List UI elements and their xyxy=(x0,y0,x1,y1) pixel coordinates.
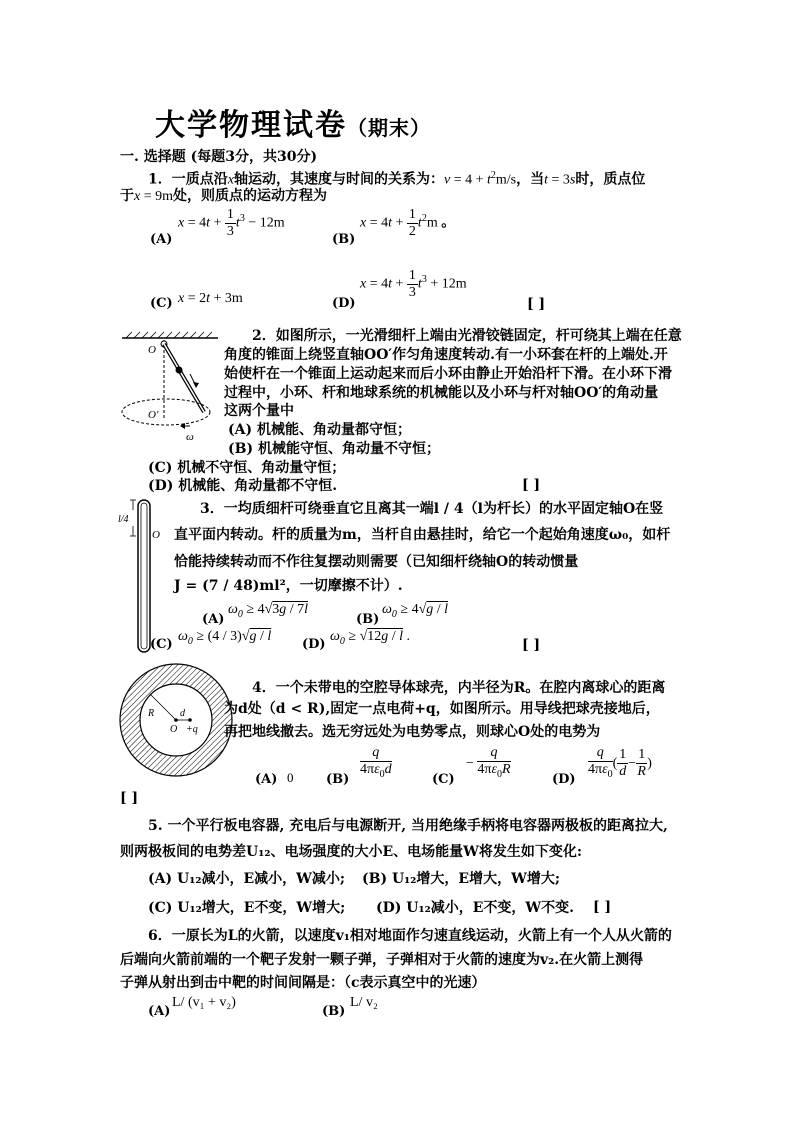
q3-option-c-formula: $\omega_0 \ge (4 / 3)√g / l$ xyxy=(178,629,272,647)
q4-label-r: R xyxy=(148,708,155,719)
q4-label-d: d xyxy=(180,708,185,719)
q6-option-b-formula: L/ v₂ xyxy=(350,995,378,1010)
q3-option-b-formula: $\omega_0 \ge 4√g / l$ xyxy=(382,602,449,620)
q3-line1: 3．一均质细杆可绕垂直它且离其一端l / 4（l为杆长）的水平固定轴O在竖 xyxy=(200,501,664,517)
q6-option-b-label[interactable]: (B) xyxy=(322,1004,346,1019)
q1-option-a-formula: x = 4t + $\frac{1}{3}$ $t^3 - 12m$ xyxy=(178,207,285,239)
q2-line4: 过程中，小环、杆和地球系统的机械能以及小环与杆对轴OO′的角动量 xyxy=(224,385,659,401)
q1-option-a-label[interactable]: (A) xyxy=(150,232,173,247)
q2-line5: 这两个量中 xyxy=(224,403,294,419)
q6-option-a-formula: L/ (v₁ + v₂) xyxy=(172,995,236,1010)
q6-line2: 后端向火箭前端的一个靶子发射一颗子弹，子弹相对于火箭的速度为v₂.在火箭上测得 xyxy=(120,952,644,968)
q2-line3: 始使杆在一个锥面上运动起来而后小环由静止开始沿杆下滑。在小环下滑 xyxy=(224,366,672,382)
q1-text: 时，质点位 xyxy=(575,171,646,188)
q3-label-l4: l/4 xyxy=(118,514,129,525)
q1-line1: 1．一质点沿x轴运动，其速度与时间的关系为：$v = 4 + t^2m/s$，当t = 3s时，质点位 xyxy=(148,170,646,188)
exam-title-main: 大学物理试卷 xyxy=(155,108,347,143)
q1-text: 1．一质点沿 xyxy=(148,171,228,188)
q1-option-b-suffix: 。 xyxy=(441,215,456,231)
q2-label-omega: ω xyxy=(186,431,194,442)
q4-option-d-label[interactable]: (D) xyxy=(552,772,576,787)
q3-answer-bracket[interactable]: [ ] xyxy=(522,637,541,653)
q2-option-c[interactable]: (C) 机械不守恒、角动量守恒； xyxy=(148,460,346,476)
q1-option-b-label[interactable]: (B) xyxy=(332,232,356,247)
q3-line3: 恰能持续转动而不作往复摆动则需要（已知细杆绕轴O的转动惯量 xyxy=(174,554,579,570)
q3-option-d-label[interactable]: (D) xyxy=(302,637,326,652)
q4-option-a-value: 0 xyxy=(287,770,294,785)
q3-option-a-formula: $\omega_0 \ge 4√3g / 7l$ xyxy=(228,602,309,620)
q4-option-b-label[interactable]: (B) xyxy=(326,772,350,787)
q5-option-b[interactable]: (B) U₁₂增大，E增大，W增大; xyxy=(362,871,560,887)
q4-option-c-formula: − $\frac{q}{4\pi\varepsilon_0R}$ xyxy=(466,745,511,780)
q1-option-b-formula: x = 4t + $\frac{1}{2}$ $t^2m$ 。 xyxy=(360,207,456,239)
q5-option-c[interactable]: (C) U₁₂增大，E不变，W增大; xyxy=(148,900,346,916)
q4-answer-bracket[interactable]: [ ] xyxy=(120,790,139,806)
q3-line2: 直平面内转动。杆的质量为m，当杆自由悬挂时，给它一个起始角速度ω₀，如杆 xyxy=(174,527,671,543)
q3-option-c-label[interactable]: (C) xyxy=(150,637,173,652)
exam-title xyxy=(155,100,431,144)
q4-label-o: O xyxy=(170,724,178,735)
q4-option-a-label[interactable]: (A) xyxy=(255,772,278,787)
q2-label-o-prime: O′ xyxy=(148,409,159,421)
q3-option-a-label[interactable]: (A) xyxy=(202,612,225,627)
q3-label-o: O xyxy=(152,529,160,541)
q3-line4: J = (7 / 48)ml²，一切摩擦不计）. xyxy=(174,578,403,594)
q1-text: ，当 xyxy=(516,171,545,188)
q3-option-d-formula: $\omega_0 \ge √12g / l$ . xyxy=(330,629,411,647)
q4-line1: 4．一个未带电的空腔导体球壳，内半径为R。在腔内离球心的距离 xyxy=(252,680,666,696)
q4-option-c-label[interactable]: (C) xyxy=(432,772,455,787)
q2-answer-bracket[interactable]: [ ] xyxy=(522,477,541,493)
exam-title-sub: （期末） xyxy=(347,116,431,140)
q5-line1: 5. 一个平行板电容器, 充电后与电源断开, 当用绝缘手柄将电容器两极板的距离拉大, xyxy=(148,818,668,834)
section-heading: 一. 选择题 (每题3分，共30分) xyxy=(120,149,318,165)
q2-line1: 2．如图所示，一光滑细杆上端由光滑铰链固定，杆可绕其上端在任意 xyxy=(252,328,682,344)
q4-label-q: +q xyxy=(186,724,198,735)
q6-line3: 子弹从射出到击中靶的时间间隔是：（c表示真空中的光速） xyxy=(120,975,486,991)
q1-option-c-formula: x = 2t + 3m xyxy=(178,291,243,306)
q5-line2: 则两极板间的电势差U₁₂、电场强度的大小E、电场能量W将发生如下变化: xyxy=(120,844,583,860)
q4-option-b-formula: $\frac{q}{4\pi\varepsilon_0d}$ xyxy=(360,745,392,780)
q5-answer-bracket[interactable]: [ ] xyxy=(593,899,612,915)
q2-label-o: O xyxy=(148,344,156,356)
q2-figure xyxy=(118,330,228,442)
q5-option-a[interactable]: (A) U₁₂减小，E减小，W减小; xyxy=(148,871,346,887)
q1-text: 轴运动，其速度与时间的关系为： xyxy=(233,171,444,188)
q1-text: 处，则质点的运动方程为 xyxy=(173,188,328,204)
q1-option-d-label[interactable]: (D) xyxy=(332,296,356,311)
q4-line3: 再把地线撤去。选无穷远处为电势零点，则球心O处的电势为 xyxy=(224,724,601,740)
q1-line2: 于x = 9m处，则质点的运动方程为 xyxy=(120,188,328,204)
q1-option-c-label[interactable]: (C) xyxy=(150,296,173,311)
q3-option-b-label[interactable]: (B) xyxy=(356,612,380,627)
q6-line1: 6．一原长为L的火箭，以速度v₁相对地面作匀速直线运动，火箭上有一个人从火箭的 xyxy=(148,928,672,944)
q2-line2: 角度的锥面上绕竖直轴OO′作匀角速度转动.有一小环套在杆的上端处.开 xyxy=(224,347,668,363)
q4-option-d-formula: $\frac{q}{4\pi\varepsilon_0}$ ( $\frac{1}{d}$ − $\frac{1}{R}$ ) xyxy=(588,745,652,780)
q1-answer-bracket[interactable]: [ ] xyxy=(527,296,546,312)
q1-option-d-formula: x = 4t + $\frac{1}{3}$ $t^3 + 12m$ xyxy=(360,268,467,300)
q2-option-b[interactable]: (B) 机械能守恒、角动量不守恒； xyxy=(228,441,440,457)
q3-figure xyxy=(116,496,166,656)
q4-figure xyxy=(118,662,236,780)
q1-text: 于 xyxy=(120,188,134,204)
q6-option-a-label[interactable]: (A) xyxy=(148,1004,171,1019)
q4-line2: 为d处（d < R),固定一点电荷+q，如图所示。用导线把球壳接地后， xyxy=(224,701,660,717)
q2-option-d[interactable]: (D) 机械能、角动量都不守恒. xyxy=(148,478,338,494)
q5-option-d[interactable]: (D) U₁₂减小，E不变，W不变. xyxy=(376,900,575,916)
q2-option-a[interactable]: (A) 机械能、角动量都守恒； xyxy=(228,422,411,438)
